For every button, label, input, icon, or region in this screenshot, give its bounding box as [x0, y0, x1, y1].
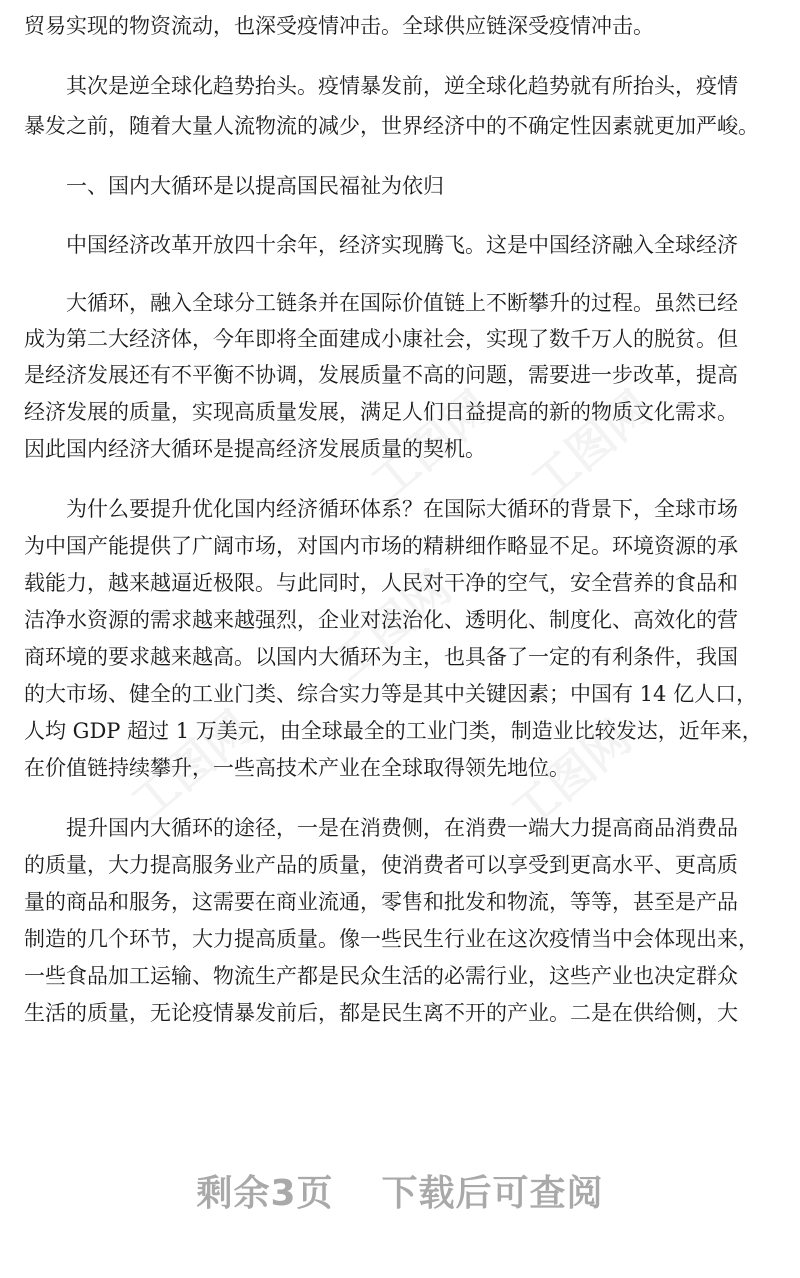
download-prompt[interactable] — [0, 1165, 800, 1216]
text-line: 暴发之前，随着大量人流物流的减少，世界经济中的不确定性因素就更加严峻。 — [24, 114, 759, 138]
text-line: 为中国产能提供了广阔市场，对国内市场的精耕细作略显不足。环境资源的承 — [24, 534, 738, 558]
text-line: 人均 GDP 超过 1 万美元，由全球最全的工业门类，制造业比较发达，近年来， — [24, 719, 763, 743]
text-line: 的质量，大力提高服务业产品的质量，使消费者可以享受到更高水平、更高质 — [24, 853, 738, 877]
text-line: 商环境的要求越来越高。以国内大循环为主，也具备了一定的有利条件，我国 — [24, 645, 738, 669]
text-line: 贸易实现的物资流动，也深受疫情冲击。全球供应链深受疫情冲击。 — [24, 14, 654, 38]
text-line: 因此国内经济大循环是提高经济发展质量的契机。 — [24, 437, 486, 461]
remaining-pages-label: 剩余3页 — [196, 1173, 334, 1214]
text-line: 一些食品加工运输、物流生产都是民众生活的必需行业，这些产业也决定群众 — [24, 964, 738, 988]
text-line: 其次是逆全球化趋势抬头。疫情暴发前，逆全球化趋势就有所抬头，疫情 — [66, 74, 738, 98]
text-line: 生活的质量，无论疫情暴发前后，都是民生离不开的产业。二是在供给侧，大 — [24, 1001, 738, 1025]
text-line: 中国经济改革开放四十余年，经济实现腾飞。这是中国经济融入全球经济 — [66, 233, 738, 257]
text-line: 洁净水资源的需求越来越强烈，企业对法治化、透明化、制度化、高效化的营 — [24, 608, 738, 632]
text-line: 为什么要提升优化国内经济循环体系？在国际大循环的背景下，全球市场 — [66, 497, 738, 521]
text-line: 大循环，融入全球分工链条并在国际价值链上不断攀升的过程。虽然已经 — [66, 291, 738, 315]
watermark: 工图网 — [320, 560, 462, 691]
text-line: 提升国内大循环的途径，一是在消费侧，在消费一端大力提高商品消费品 — [66, 816, 738, 840]
watermark: 工图网 — [500, 710, 642, 841]
text-line: 制造的几个环节，大力提高质量。像一些民生行业在这次疫情当中会体现出来， — [24, 927, 759, 951]
text-line: 在价值链持续攀升，一些高技术产业在全球取得领先地位。 — [24, 756, 570, 780]
download-hint-link[interactable]: 下载后可查阅 — [381, 1173, 604, 1214]
text-line: 的大市场、健全的工业门类、综合实力等是其中关键因素；中国有 14 亿人口， — [24, 682, 758, 706]
text-line: 成为第二大经济体，今年即将全面建成小康社会，实现了数千万人的脱贫。但 — [24, 327, 738, 351]
text-line: 量的商品和服务，这需要在商业流通，零售和批发和物流，等等，甚至是产品 — [24, 890, 738, 914]
watermark: 工图网 — [520, 380, 662, 511]
section-heading: 一、国内大循环是以提高国民福祉为依归 — [66, 174, 444, 198]
text-line: 经济发展的质量，实现高质量发展，满足人们日益提高的新的物质文化需求。 — [24, 400, 738, 424]
text-line: 是经济发展还有不平衡不协调，发展质量不高的问题，需要进一步改革，提高 — [24, 363, 738, 387]
watermark: 工图网 — [360, 380, 502, 511]
watermark: 工图网 — [120, 700, 262, 831]
text-line: 载能力，越来越逼近极限。与此同时，人民对干净的空气，安全营养的食品和 — [24, 571, 738, 595]
